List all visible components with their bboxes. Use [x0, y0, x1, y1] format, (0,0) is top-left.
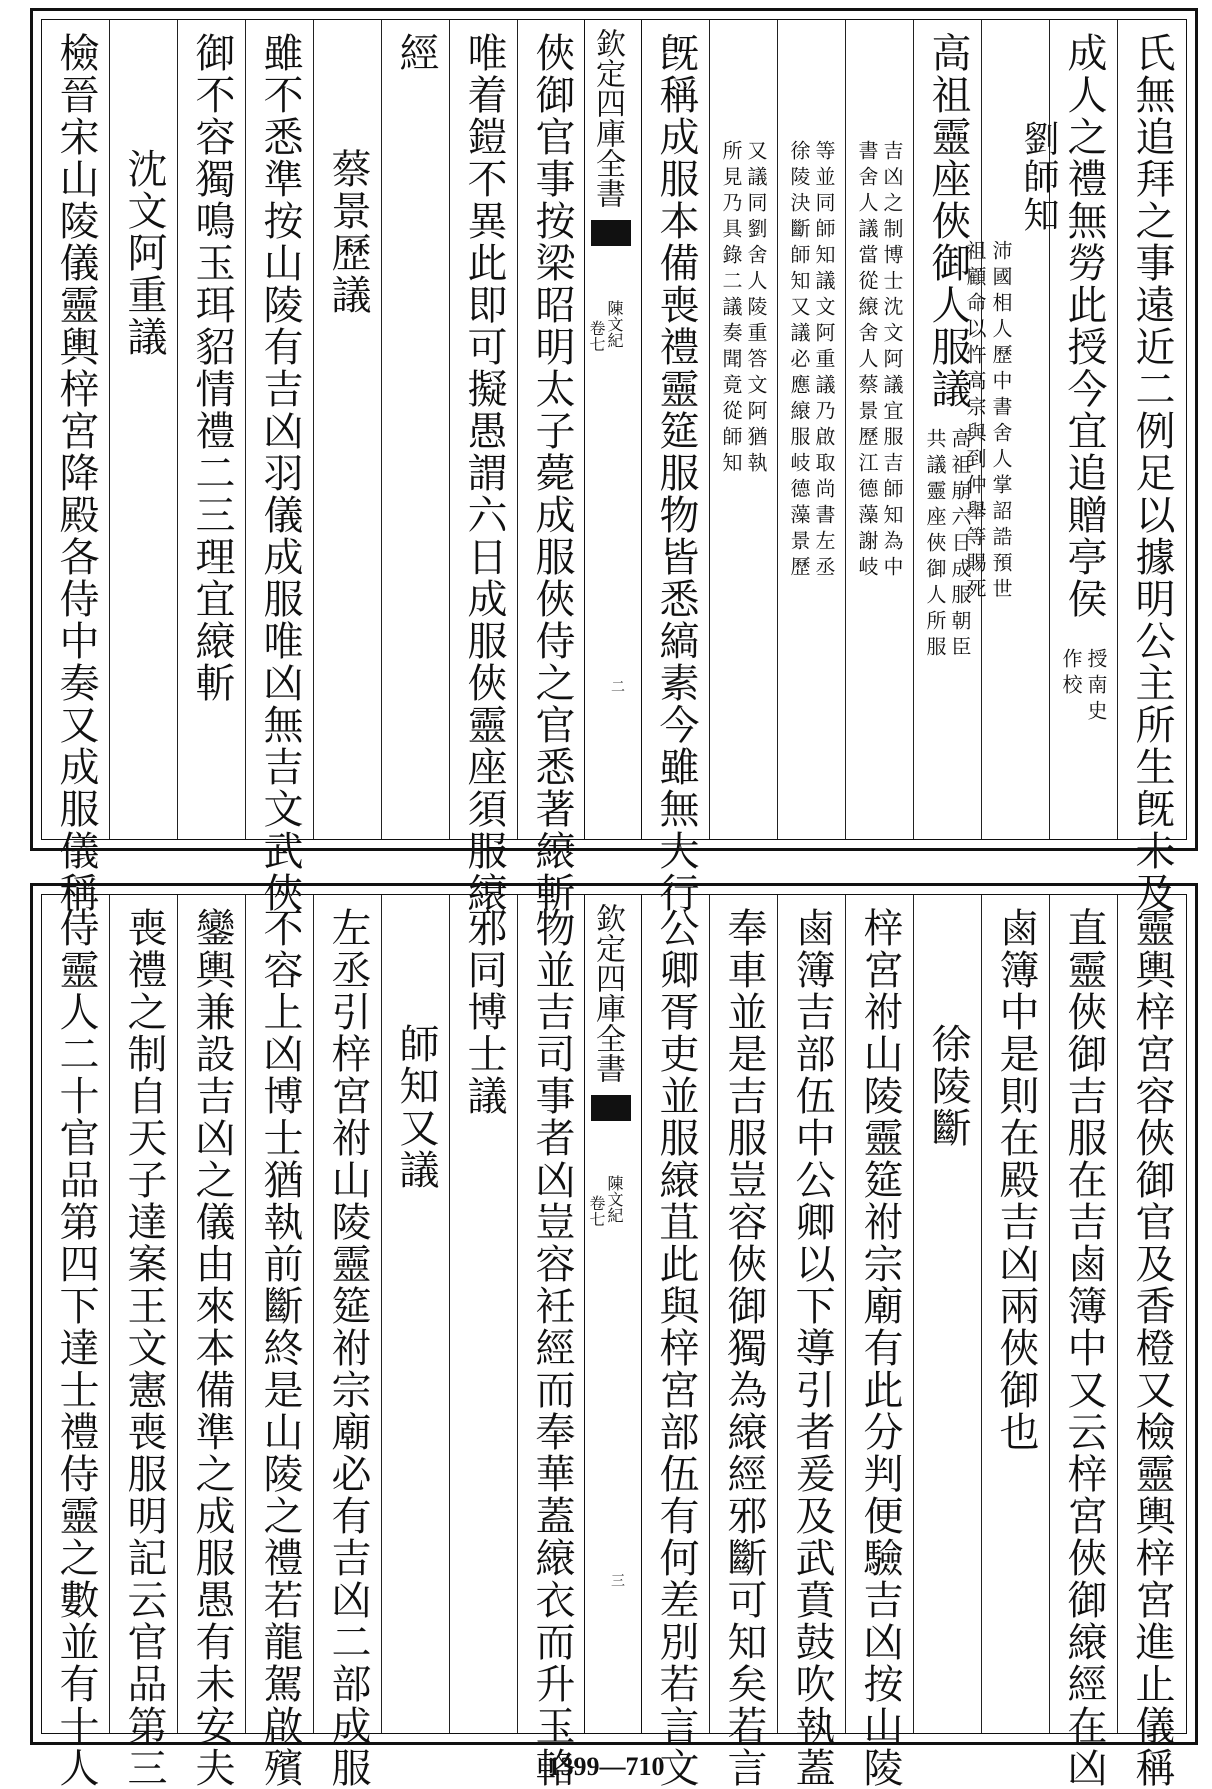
- text-column: [641, 895, 710, 1789]
- text-column: [381, 20, 450, 839]
- annotation-right: 吉凶之制博士沈文阿議宜服吉師知為中: [880, 140, 904, 582]
- folio-number: 三: [609, 1573, 625, 1587]
- top-page-frame: [41, 19, 1187, 914]
- text-column: [381, 895, 450, 1733]
- text-column: [777, 895, 846, 1789]
- page-number: 1399—710: [547, 1752, 665, 1781]
- text-column: [517, 20, 586, 914]
- column-text: 唯着鎧不異此即可擬愚謂六日成服俠靈座須服縗: [461, 32, 507, 914]
- fold-column: [584, 20, 642, 839]
- annotation-left: 祖顧命以忤高宗與到仲舉等賜死: [963, 240, 987, 604]
- column-text: 俠御官事按梁昭明太子薨成服俠侍之官悉著縗斬: [529, 32, 575, 914]
- column-text: 沈文阿重議: [121, 148, 167, 358]
- series-title: 欽定四庫全書: [590, 903, 625, 1083]
- annotation-right: 沛國相人歷中書舍人掌詔誥預世: [989, 240, 1013, 604]
- text-column: [177, 20, 246, 839]
- column-text: 公卿胥吏並服縗苴此與梓宮部伍有何差別若言文: [653, 907, 699, 1789]
- annotation-right: 等並同師知議文阿重議乃啟取尚書左丞: [812, 140, 836, 582]
- text-column: [981, 895, 1050, 1733]
- text-column: [109, 20, 178, 839]
- column-text: 成人之禮無勞此授今宜追贈亭侯: [1061, 32, 1107, 620]
- column-text: 旣稱成服本備喪禮靈筵服物皆悉縞素今雖無大行: [653, 32, 699, 914]
- text-column: [777, 20, 846, 839]
- column-text: 侍靈人二十官品第四下達士禮侍靈之數並有十人: [53, 907, 99, 1789]
- column-text: 氏無追拜之事遠近二例足以據明公主所生旣未及: [1129, 32, 1175, 914]
- top-page: [30, 8, 1198, 914]
- text-column: [245, 20, 314, 914]
- annotation-left: 作校: [1059, 648, 1083, 700]
- column-text: 徐陵斷: [925, 1023, 971, 1149]
- column-text: 高祖靈座俠御人服議: [925, 32, 971, 410]
- column-text: 梓宮祔山陵靈筵祔宗廟有此分判便驗吉凶按山陵: [857, 907, 903, 1789]
- annotation-left: 書舍人議當從縗舍人蔡景歷江德藻謝岐: [855, 140, 879, 582]
- column-text: 鹵簿中是則在殿吉凶兩俠御也: [993, 907, 1039, 1453]
- text-column: [963, 20, 1059, 839]
- annotation-left: 所見乃具錄二議奏聞竟從師知: [719, 140, 743, 478]
- book-title: 陳文紀: [605, 300, 624, 348]
- column-text: 不容上凶博士猶執前斷終是山陵之禮若龍駕啟殯: [257, 907, 303, 1789]
- fold-column: [584, 895, 642, 1733]
- text-column: [1117, 20, 1186, 914]
- text-column: [449, 20, 518, 914]
- text-column: [177, 895, 246, 1789]
- column-text: 奉車並是吉服豈容俠御獨為縗經邪斷可知矣若言: [721, 907, 767, 1789]
- column-text: 御不容獨鳴玉珥貂情禮二三理宜縗斬: [189, 32, 235, 704]
- text-column: [313, 20, 382, 839]
- column-text: 鑾輿兼設吉凶之儀由來本備準之成服愚有未安夫: [189, 907, 235, 1789]
- column-text: 蔡景歷議: [325, 148, 371, 316]
- column-text: 師知又議: [393, 1023, 439, 1191]
- column-text: 喪禮之制自天子達案王文憲喪服明記云官品第三: [121, 907, 167, 1789]
- text-column: [42, 20, 110, 914]
- text-column: [1049, 895, 1118, 1789]
- fishtail-mark-icon: [591, 1095, 631, 1121]
- fishtail-mark-icon: [591, 220, 631, 246]
- volume-label: 卷七: [587, 320, 606, 352]
- text-column: [913, 895, 982, 1733]
- text-column: [245, 895, 314, 1789]
- column-text: 靈輿梓宮容俠御官及香橙又檢靈輿梓宮進止儀稱: [1129, 907, 1175, 1789]
- annotation-left: 徐陵決斷師知又議必應縗服岐德藻景歷: [787, 140, 811, 582]
- text-column: [517, 895, 586, 1789]
- annotation-right: 高祖崩六日成服朝臣: [948, 428, 972, 662]
- text-column: [313, 895, 382, 1789]
- column-text: 邪同博士議: [461, 907, 507, 1117]
- text-column: [709, 20, 778, 839]
- text-column: [913, 20, 982, 839]
- book-title: 陳文紀: [605, 1175, 624, 1223]
- column-text: 經: [393, 32, 439, 74]
- annotation-right: 授南史: [1084, 648, 1108, 726]
- column-text: 物並吉司事者凶豈容衽經而奉華蓋縗衣而升玉輅: [529, 907, 575, 1789]
- folio-number: 二: [609, 679, 625, 693]
- text-column: [449, 895, 518, 1733]
- column-text: 左丞引梓宮祔山陵靈筵祔宗廟必有吉凶二部成服: [325, 907, 371, 1789]
- text-column: [42, 895, 110, 1789]
- text-column: [641, 20, 710, 914]
- column-text: 直靈俠御吉服在吉鹵簿中又云梓宮俠御縗經在凶: [1061, 907, 1107, 1789]
- text-column: [109, 895, 178, 1789]
- column-text: 鹵簿吉部伍中公卿以下導引者爰及武賁鼓吹執蓋: [789, 907, 835, 1789]
- text-column: [845, 895, 914, 1789]
- column-text: 檢晉宋山陵儀靈輿梓宮降殿各侍中奏又成服儀稱: [53, 32, 99, 914]
- text-column: [709, 895, 778, 1789]
- volume-label: 卷七: [587, 1195, 606, 1227]
- annotation-left: 共議靈座俠御人所服: [923, 428, 947, 662]
- column-text: 雖不悉準按山陵有吉凶羽儀成服唯凶無吉文武俠: [257, 32, 303, 914]
- column-heading: 劉師知: [1018, 120, 1059, 234]
- series-title: 欽定四庫全書: [590, 28, 625, 208]
- text-column: [845, 20, 914, 839]
- annotation-right: 又議同劉舍人陵重答文阿猶執: [744, 140, 768, 478]
- text-column: [1117, 895, 1186, 1789]
